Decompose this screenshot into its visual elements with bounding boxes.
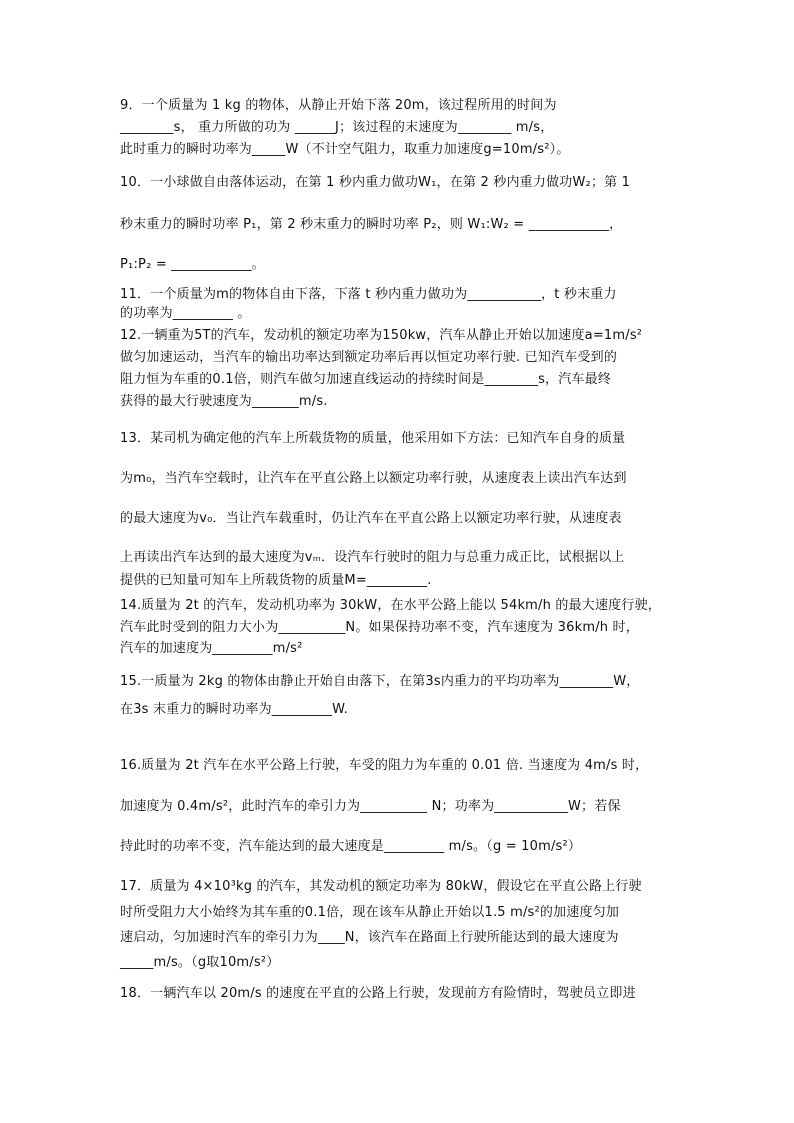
- question-12-line-4: 获得的最大行驶速度为_______m/s.: [120, 394, 328, 409]
- question-13-line-4: 上再读出汽车达到的最大速度为vₘ．设汽车行驶时的阻力与总重力成正比，试根据以上: [120, 550, 625, 565]
- question-17-line-4: _____m/s。（g取10m/s²）: [120, 955, 280, 970]
- question-16-line-3: 持此时的功率不变，汽车能达到的最大速度是_________ m/s。（g = 10m/s²）: [120, 839, 582, 854]
- question-16-line-2: 加速度为 0.4m/s²，此时汽车的牵引力为__________ N；功率为___________W；若保: [120, 799, 621, 814]
- question-10-line-2: 秒末重力的瞬时功率 P₁，第 2 秒末重力的瞬时功率 P₂，则 W₁:W₂ = ____________，: [120, 217, 623, 232]
- question-11-line-2: 的功率为_________ 。: [120, 306, 251, 321]
- question-13-line-5: 提供的已知量可知车上所载货物的质量M=_________.: [120, 573, 432, 588]
- question-13-line-1: 13．某司机为确定他的汽车上所载货物的质量，他采用如下方法：已知汽车自身的质量: [120, 431, 626, 446]
- question-12-line-3: 阻力恒为车重的0.1倍，则汽车做匀加速直线运动的持续时间是________s，汽车最终: [120, 372, 612, 387]
- question-17-line-3: 速启动，匀加速时汽车的牵引力为____N，该汽车在路面上行驶所能达到的最大速度为: [120, 930, 619, 945]
- question-13-line-3: 的最大速度为v₀．当让汽车载重时，仍让汽车在平直公路上以额定功率行驶，从速度表: [120, 511, 622, 526]
- question-11-line-1: 11．一个质量为m的物体自由下落，下落 t 秒内重力做功为___________，t 秒末重力: [120, 287, 617, 302]
- question-13-line-2: 为m₀，当汽车空载时，让汽车在平直公路上以额定功率行驶，从速度表上读出汽车达到: [120, 471, 627, 486]
- question-17-line-1: 17．质量为 4×10³kg 的汽车，其发动机的额定功率为 80kW，假设它在平直公路上行驶: [120, 879, 642, 894]
- question-10-line-1: 10．一小球做自由落体运动，在第 1 秒内重力做功W₁，在第 2 秒内重力做功W₂；第 1: [120, 175, 631, 190]
- question-16-line-1: 16.质量为 2t 汽车在水平公路上行驶，车受的阻力为车重的 0.01 倍. 当速度为 4m/s 时，: [120, 758, 649, 773]
- question-12-line-1: 12.一辆重为5T的汽车，发动机的额定功率为150kw，汽车从静止开始以加速度a=1m/s²: [120, 328, 643, 343]
- question-14-line-2: 汽车此时受到的阻力大小为__________N。如果保持功率不变，汽车速度为 36km/h 时，: [120, 620, 639, 635]
- question-17-line-2: 时所受阻力大小始终为其车重的0.1倍，现在该车从静止开始以1.5 m/s²的加速度匀加: [120, 905, 620, 920]
- question-9-line-1: 9．一个质量为 1 kg 的物体，从静止开始下落 20m，该过程所用的时间为: [120, 98, 557, 113]
- question-15-line-1: 15.一质量为 2kg 的物体由静止开始自由落下，在第3s内重力的平均功率为________W，: [120, 674, 640, 689]
- question-9-line-3: 此时重力的瞬时功率为_____W（不计空气阻力，取重力加速度g=10m/s²）。: [120, 142, 570, 157]
- question-12-line-2: 做匀加速运动，当汽车的输出功率达到额定功率后再以恒定功率行驶. 已知汽车受到的: [120, 350, 618, 365]
- question-9-line-2: ________s， 重力所做的功为 ______J；该过程的末速度为________ m/s，: [120, 120, 554, 135]
- question-14-line-1: 14.质量为 2t 的汽车，发动机功率为 30kW，在水平公路上能以 54km/h 的最大速度行驶，: [120, 598, 661, 613]
- question-15-line-2: 在3s 末重力的瞬时功率为_________W.: [120, 702, 348, 717]
- question-10-line-3: P₁:P₂ = ____________。: [120, 257, 265, 272]
- question-18-line-1: 18．一辆汽车以 20m/s 的速度在平直的公路上行驶，发现前方有险情时，驾驶员立即进: [120, 986, 636, 1001]
- question-14-line-3: 汽车的加速度为_________m/s²: [120, 641, 303, 656]
